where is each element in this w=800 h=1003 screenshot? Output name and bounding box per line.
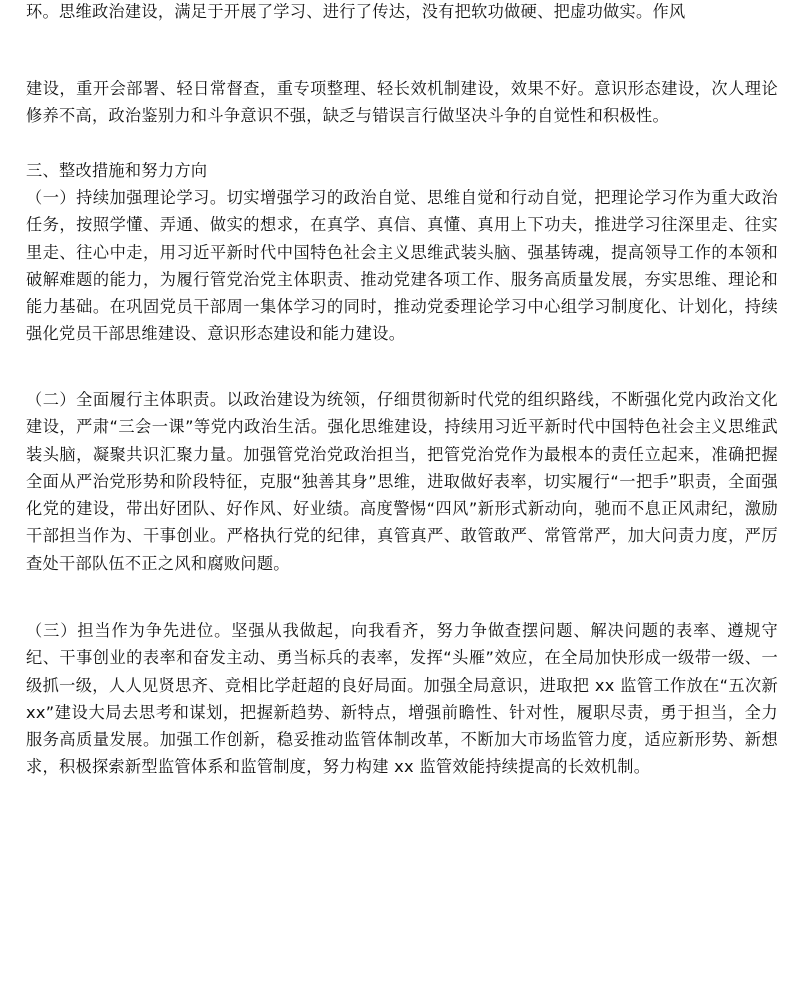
paragraph-theory-study: （一）持续加强理论学习。切实增强学习的政治自觉、思维自觉和行动自觉，把理论学习作为重大政治任务，按照学懂、弄通、做实的想求，在真学、真信、真懂、真用上下功夫，推进学习往深里走、往实里走、往心中走，用习近平新时代中国特色社会主义思维武装头脑、强基铸魂，提高领导工作的本领和破解难题的能力，为履行管党治党主体职责、推动党建各项工作、服务高质量发展，夯实思维、理论和能力基础。在巩固党员干部周一集体学习的同时，推动党委理论学习中心组学习制度化、计划化，持续强化党员干部思维建设、意识形态建设和能力建设。	[26, 188, 778, 344]
paragraph-continuation: 环。思维政治建设，满足于开展了学习、进行了传达，没有把软功做硬、把虚功做实。作风	[26, 2, 686, 21]
paragraph-style-issues: 建设，重开会部署、轻日常督查，重专项整理、轻长效机制建设，效果不好。意识形态建设，次人理论修养不高，政治鉴别力和斗争意识不强，缺乏与错误言行做坚决斗争的自觉性和积极性。	[26, 79, 778, 126]
section-heading: 三、整改措施和努力方向	[26, 161, 208, 180]
paragraph-take-action: （三）担当作为争先进位。坚强从我做起，向我看齐，努力争做查摆问题、解决问题的表率、遵规守纪、干事创业的表率和奋发主动、勇当标兵的表率，发挥“头雁”效应，在全局加快形成一级带一级、一级抓一级，人人见贤思齐、竞相比学赶超的良好局面。加强全局意识，进取把 xx 监管工作放在“五次新 xx”建设大局去思考和谋划，把握新趋势、新特点，增强前瞻性、针对性，履职尽责，勇于担当，全力服务高质量发展。加强工作创新，稳妥推动监管体制改革，不断加大市场监管力度，适应新形势、新想求，积极探索新型监管体系和监管制度，努力构建 xx 监管效能持续提高的长效机制。	[26, 621, 778, 777]
paragraph-main-responsibility: （二）全面履行主体职责。以政治建设为统领，仔细贯彻新时代党的组织路线，不断强化党内政治文化建设，严肃“三会一课”等党内政治生活。强化思维建设，持续用习近平新时代中国特色社会主义思维武装头脑，凝聚共识汇聚力量。加强管党治党政治担当，把管党治党作为最根本的责任立起来，准确把握全面从严治党形势和阶段特征，克服“独善其身”思维，进取做好表率，切实履行“一把手”职责，全面强化党的建设，带出好团队、好作风、好业绩。高度警惕“四风”新形式新动向，驰而不息正风肃纪，激励干部担当作为、干事创业。严格执行党的纪律，真管真严、敢管敢严、常管常严，加大问责力度，严厉查处干部队伍不正之风和腐败问题。	[26, 390, 778, 573]
